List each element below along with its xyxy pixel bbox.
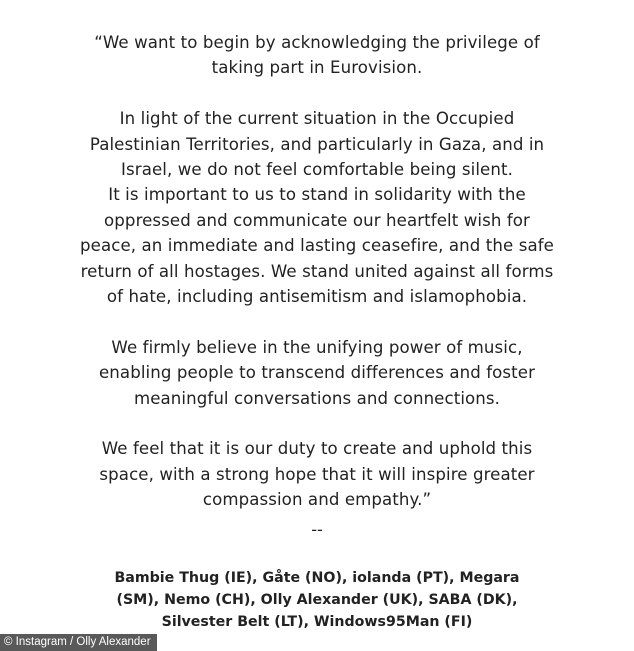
statement-line: enabling people to transcend differences and foster xyxy=(99,363,535,383)
statement-line: oppressed and communicate our heartfelt wish for xyxy=(104,210,530,230)
image-credit: © Instagram / Olly Alexander xyxy=(0,634,157,651)
statement-line: space, with a strong hope that it will inspire greater xyxy=(99,464,535,484)
statement-line: compassion and empathy.” xyxy=(202,490,432,510)
statement-line: We feel that it is our duty to create and uphold this xyxy=(101,439,533,459)
statement-body xyxy=(0,30,634,538)
statement-line: peace, an immediate and lasting ceasefire, and the safe xyxy=(80,236,554,256)
statement-line: It is important to us to stand in solidarity with the xyxy=(108,185,526,205)
statement-line: In light of the current situation in the Occupied xyxy=(119,109,515,129)
statement-line: return of all hostages. We stand united against all forms xyxy=(80,261,554,281)
statement-line: of hate, including antisemitism and islamophobia. xyxy=(106,287,528,307)
separator: -- xyxy=(311,520,323,539)
statement-line: Palestinian Territories, and particularly in Gaza, and in xyxy=(89,134,545,154)
statement-line: “We want to begin by acknowledging the privilege of xyxy=(94,33,540,52)
statement-paragraph xyxy=(0,335,634,411)
statement-line: taking part in Eurovision. xyxy=(211,58,423,78)
signatories-line: (SM), Nemo (CH), Olly Alexander (UK), SABA (DK), xyxy=(116,592,518,609)
statement-paragraph xyxy=(0,106,634,309)
signatories-list xyxy=(0,567,634,634)
statement-line: meaningful conversations and connections. xyxy=(133,388,501,408)
statement-paragraph xyxy=(0,30,634,81)
signatories-line: Silvester Belt (LT), Windows95Man (FI) xyxy=(161,614,473,631)
statement-line: Israel, we do not feel comfortable being silent. xyxy=(121,160,513,180)
statement-paragraph xyxy=(0,436,634,512)
signatories-line: Bambie Thug (IE), Gåte (NO), iolanda (PT), Megara xyxy=(114,570,520,586)
statement-line: We firmly believe in the unifying power of music, xyxy=(111,337,523,357)
